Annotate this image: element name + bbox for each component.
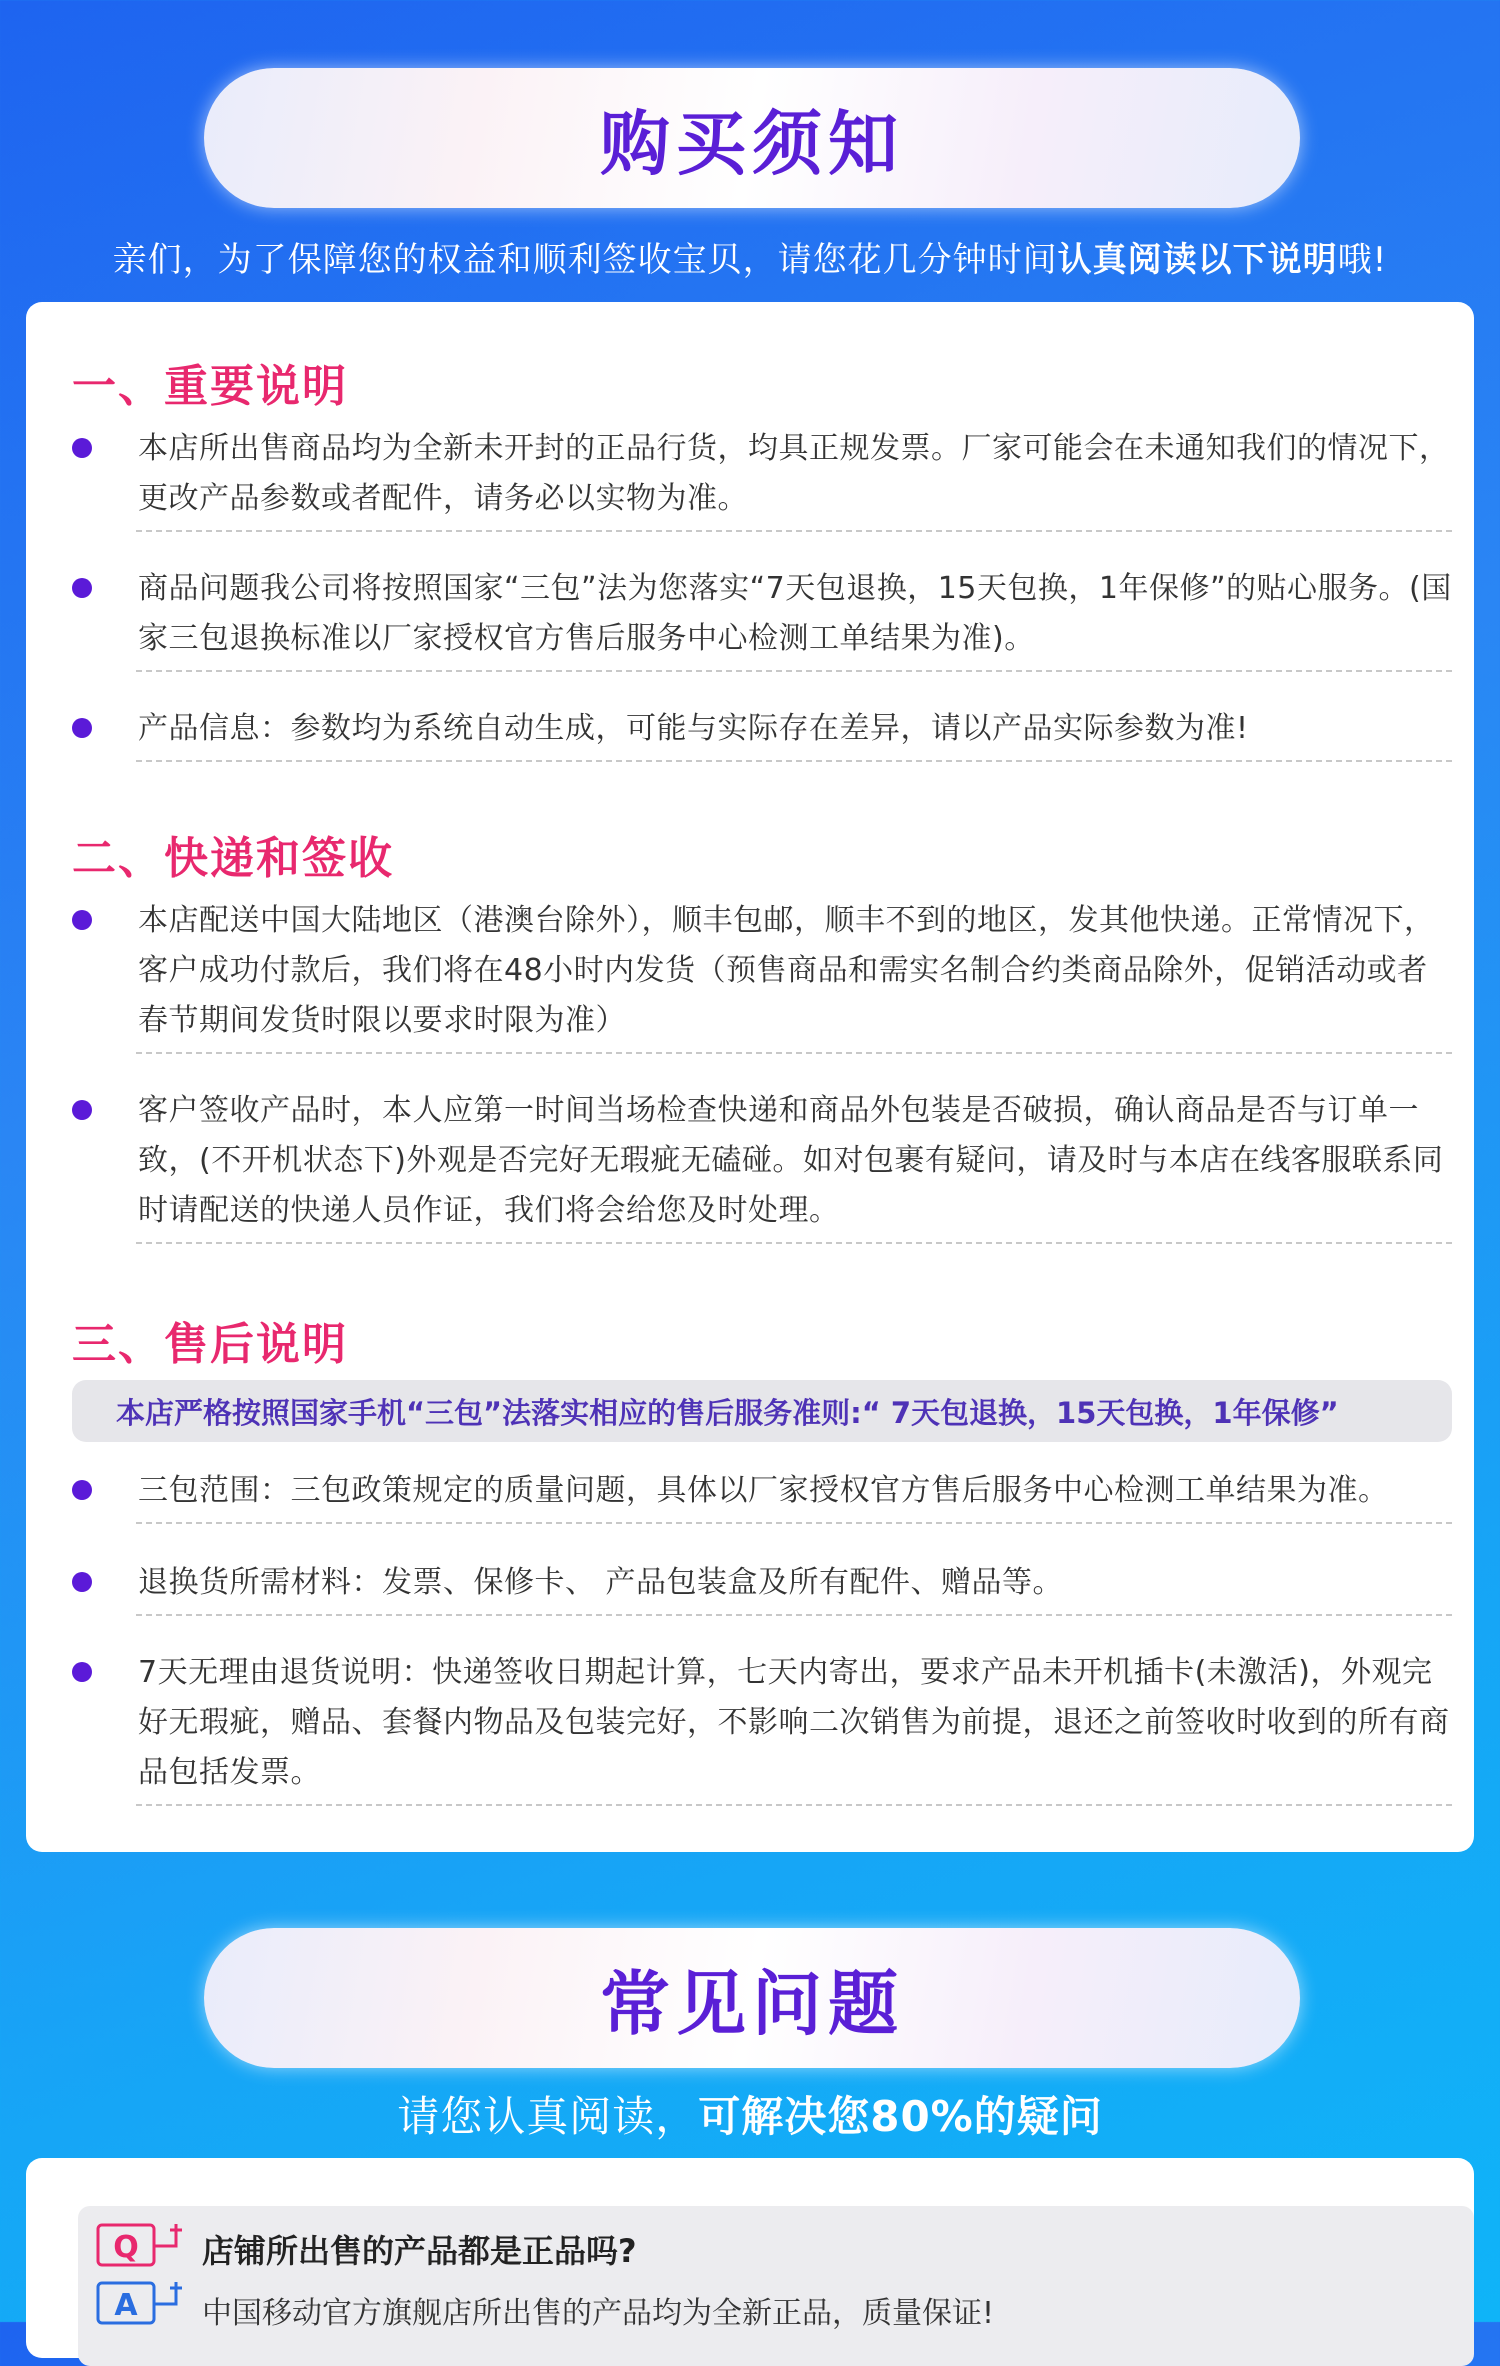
notice-title: 购买须知	[600, 102, 904, 185]
faq-subtitle-text: 请您认真阅读，	[397, 2092, 699, 2141]
divider	[136, 670, 1452, 672]
faq-subtitle	[0, 2084, 1500, 2144]
answer-badge-icon	[96, 2280, 192, 2326]
notice-subtitle	[0, 232, 1500, 281]
list-item-text: 三包范围：三包政策规定的质量问题，具体以厂家授权官方售后服务中心检测工单结果为准。	[138, 1473, 1389, 1508]
list-item-text: 产品信息：参数均为系统自动生成，可能与实际存在差异，请以产品实际参数为准!	[138, 711, 1249, 746]
divider	[136, 1242, 1452, 1244]
faq-title-banner	[204, 1928, 1300, 2068]
notice-subtitle-text: 亲们，为了保障您的权益和顺利签收宝贝，请您花几分钟时间	[112, 240, 1058, 280]
faq-card	[26, 2158, 1474, 2358]
bullet-icon	[72, 1572, 92, 1592]
bullet-icon	[72, 1480, 92, 1500]
list-item	[72, 424, 1452, 532]
list-item	[72, 1558, 1452, 1616]
list-item-text: 本店所出售商品均为全新未开封的正品行货，均具正规发票。厂家可能会在未通知我们的情况下，更改产品参数或者配件，请务必以实物为准。	[138, 431, 1450, 516]
list-item-text: 7天无理由退货说明：快递签收日期起计算，七天内寄出，要求产品未开机插卡(未激活)，外观完好无瑕疵，赠品、套餐内物品及包装完好，不影响二次销售为前提，退还之前签收时收到的所有商品包括发票。	[138, 1655, 1450, 1790]
list-item	[72, 1086, 1452, 1244]
divider	[136, 530, 1452, 532]
question-letter: Q	[113, 2230, 139, 2265]
section-heading-delivery: 二、快递和签收	[72, 833, 394, 884]
list-item	[72, 1648, 1452, 1806]
divider	[136, 1614, 1452, 1616]
divider	[136, 760, 1452, 762]
section-heading-important: 一、重要说明	[72, 361, 348, 412]
divider	[136, 1052, 1452, 1054]
bullet-icon	[72, 1100, 92, 1120]
section-heading-after-sales: 三、售后说明	[72, 1319, 348, 1370]
list-item-text: 本店配送中国大陆地区（港澳台除外），顺丰包邮，顺丰不到的地区，发其他快递。正常情况下，客户成功付款后，我们将在48小时内发货（预售商品和需实名制合约类商品除外，促销活动或者春节期间发货时限以要求时限为准）	[138, 903, 1435, 1038]
bullet-icon	[72, 1662, 92, 1682]
list-item-text: 商品问题我公司将按照国家“三包”法为您落实“7天包退换，15天包换，1年保修”的贴心服务。(国家三包退换标准以厂家授权官方售后服务中心检测工单结果为准)。	[138, 571, 1452, 656]
faq-item	[78, 2206, 1474, 2366]
list-item	[72, 1466, 1452, 1524]
faq-answer: 中国移动官方旗舰店所出售的产品均为全新正品，质量保证!	[202, 2296, 995, 2331]
faq-question: 店铺所出售的产品都是正品吗?	[202, 2232, 637, 2270]
list-item	[72, 704, 1452, 762]
notice-card	[26, 302, 1474, 1852]
question-badge-icon	[96, 2222, 192, 2268]
bullet-icon	[72, 438, 92, 458]
answer-letter: A	[114, 2288, 138, 2323]
divider	[136, 1804, 1452, 1806]
list-item	[72, 564, 1452, 672]
bullet-icon	[72, 910, 92, 930]
after-sales-rule-banner: 本店严格按照国家手机“三包”法落实相应的售后服务准则:“ 7天包退换，15天包换，1年保修”	[72, 1380, 1452, 1442]
divider	[136, 1522, 1452, 1524]
notice-title-banner	[204, 68, 1300, 208]
list-item-text: 客户签收产品时，本人应第一时间当场检查快递和商品外包装是否破损，确认商品是否与订单一致，(不开机状态下)外观是否完好无瑕疵无磕碰。如对包裹有疑问，请及时与本店在线客服联系同时请配送的快递人员作证，我们将会给您及时处理。	[138, 1093, 1444, 1228]
bullet-icon	[72, 718, 92, 738]
bullet-icon	[72, 578, 92, 598]
list-item-text: 退换货所需材料：发票、保修卡、 产品包装盒及所有配件、赠品等。	[138, 1565, 1064, 1600]
notice-subtitle-tail: 哦!	[1337, 240, 1388, 280]
faq-title: 常见问题	[600, 1962, 904, 2045]
list-item	[72, 896, 1452, 1054]
notice-subtitle-emphasis: 认真阅读以下说明	[1057, 240, 1338, 280]
faq-subtitle-emphasis: 可解决您80%的疑问	[698, 2092, 1103, 2141]
